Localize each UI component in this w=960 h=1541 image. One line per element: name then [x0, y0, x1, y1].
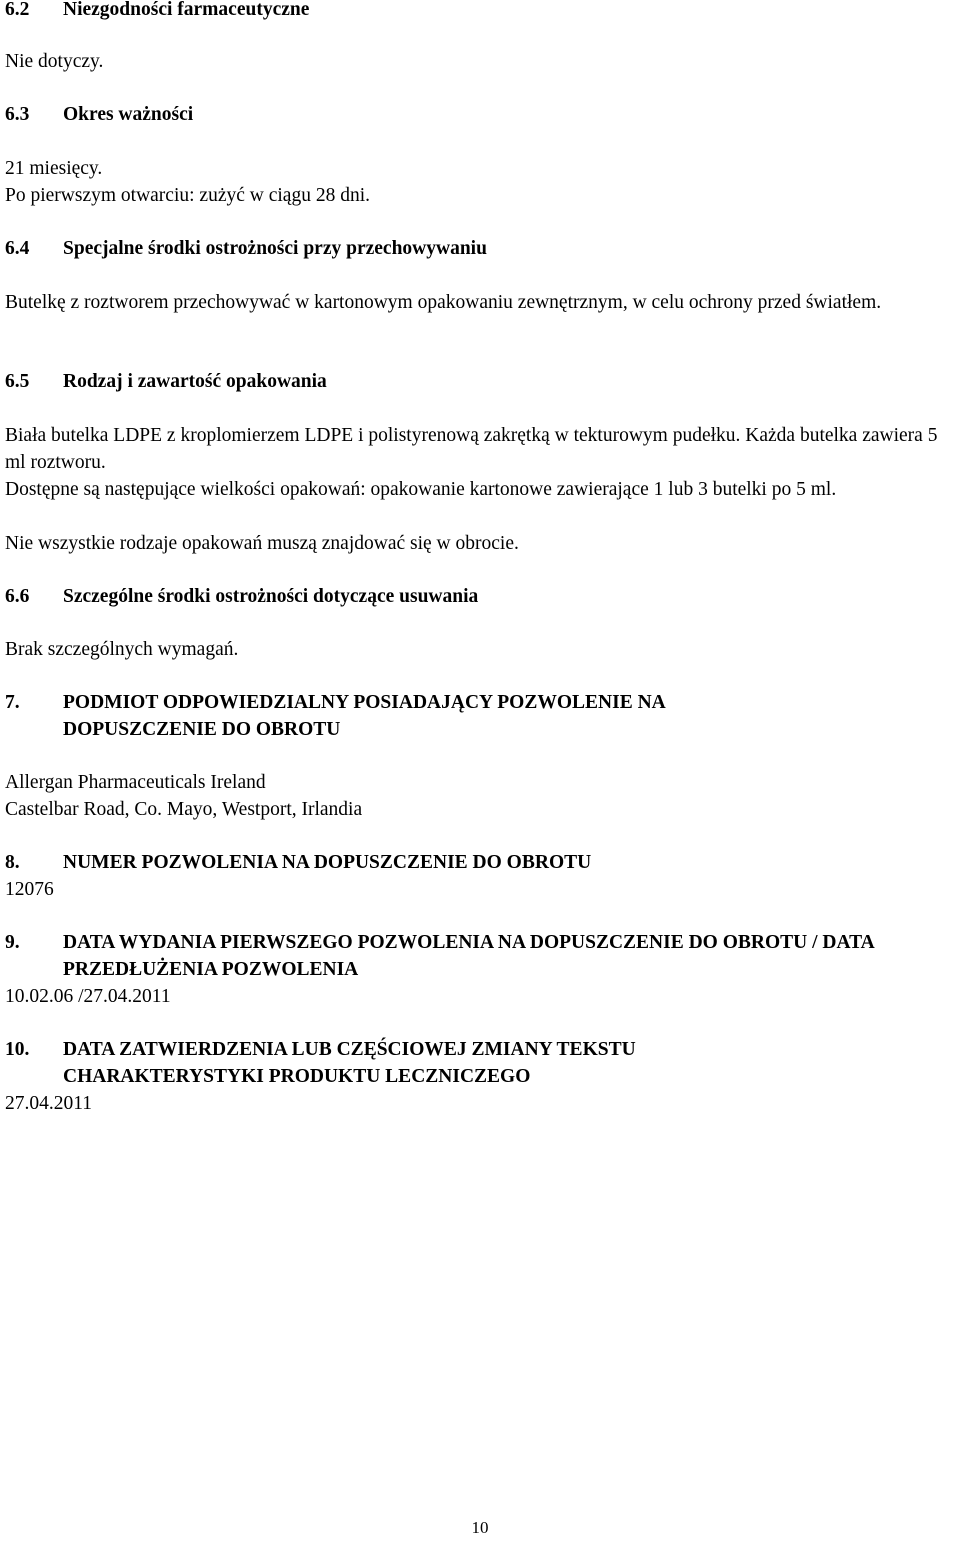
section-number: 9.: [5, 932, 20, 953]
container-description-text: Biała butelka LDPE z kroplomierzem LDPE i polistyrenową zakrętką w tekturowym pudełku. Każda butelka zawiera 5 ml roztworu.: [5, 425, 938, 473]
section-number: 10.: [5, 1039, 30, 1060]
section-6-3-heading: [5, 101, 955, 128]
section-title: Szczególne środki ostrożności dotyczące usuwania: [63, 586, 479, 607]
section-number: 6.5: [5, 371, 30, 392]
section-title: PODMIOT ODPOWIEDZIALNY POSIADAJĄCY POZWOLENIE NA DOPUSZCZENIE DO OBROTU: [63, 692, 665, 740]
section-title: DATA WYDANIA PIERWSZEGO POZWOLENIA NA DOPUSZCZENIE DO OBROTU / DATA PRZEDŁUŻENIA POZWOLENIA: [63, 932, 874, 980]
storage-text: Butelkę z roztworem przechowywać w kartonowym opakowaniu zewnętrznym, w celu ochrony przed światłem.: [5, 292, 882, 313]
shelf-life-text: 21 miesięcy.: [5, 158, 103, 179]
section-title: Niezgodności farmaceutyczne: [63, 0, 310, 20]
mah-address: Castelbar Road, Co. Mayo, Westport, Irlandia: [5, 799, 363, 820]
section-9-heading: [5, 929, 955, 983]
section-8-heading: [5, 849, 955, 876]
section-10-heading: [5, 1036, 955, 1090]
section-number: 6.3: [5, 104, 30, 125]
mah-name: Allergan Pharmaceuticals Ireland: [5, 772, 266, 793]
section-title: DATA ZATWIERDZENIA LUB CZĘŚCIOWEJ ZMIANY TEKSTU CHARAKTERYSTYKI PRODUKTU LECZNICZEGO: [63, 1039, 636, 1087]
section-title: NUMER POZWOLENIA NA DOPUSZCZENIE DO OBROTU: [63, 852, 592, 873]
section-number: 6.6: [5, 586, 30, 607]
section-6-2-text: Nie dotyczy.: [5, 51, 104, 72]
page-number: 10: [471, 1518, 489, 1537]
pack-marketing-text: Nie wszystkie rodzaje opakowań muszą znajdować się w obrocie.: [5, 533, 519, 554]
section-title: Rodzaj i zawartość opakowania: [63, 371, 327, 392]
section-title: Okres ważności: [63, 104, 194, 125]
after-opening-text: Po pierwszym otwarciu: zużyć w ciągu 28 dni.: [5, 185, 370, 206]
section-7-heading: [5, 689, 955, 743]
section-number: 8.: [5, 852, 20, 873]
authorisation-dates: 10.02.06 /27.04.2011: [5, 986, 171, 1007]
pack-sizes-text: Dostępne są następujące wielkości opakowań: opakowanie kartonowe zawierające 1 lub 3 butelki po 5 ml.: [5, 479, 837, 500]
section-6-4-heading: [5, 235, 955, 262]
section-number: 6.4: [5, 238, 30, 259]
revision-date: 27.04.2011: [5, 1093, 93, 1114]
section-number: 6.2: [5, 0, 30, 20]
section-6-2-heading: [5, 0, 955, 23]
authorisation-number: 12076: [5, 879, 54, 900]
section-6-5-heading: [5, 368, 955, 395]
section-6-6-heading: [5, 583, 955, 610]
section-title: Specjalne środki ostrożności przy przechowywaniu: [63, 238, 487, 259]
disposal-text: Brak szczególnych wymagań.: [5, 639, 239, 660]
section-number: 7.: [5, 692, 20, 713]
